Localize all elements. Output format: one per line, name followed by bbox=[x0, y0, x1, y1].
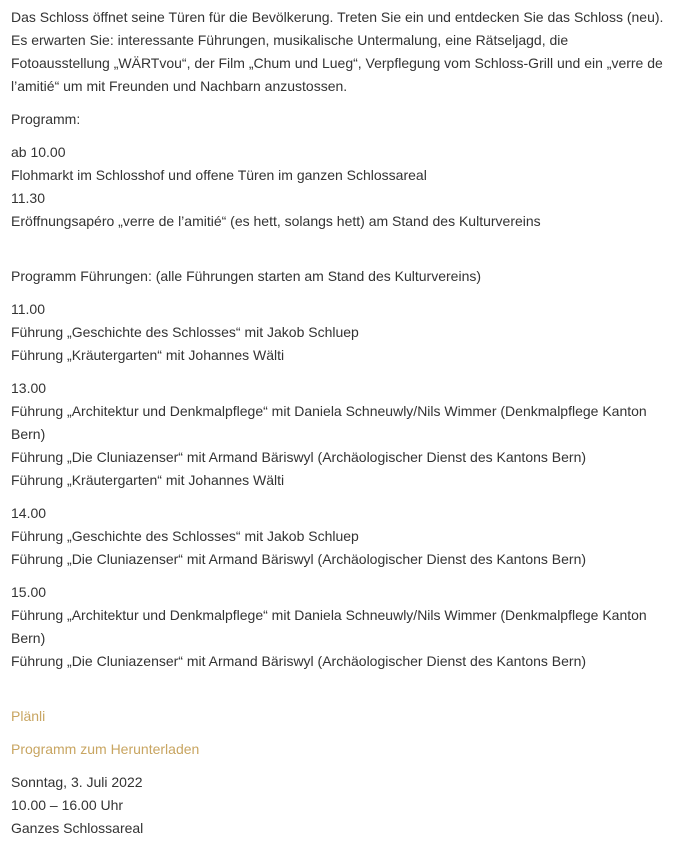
slot-item: Führung „Die Cluniazenser“ mit Armand Bäriswyl (Archäologischer Dienst des Kantons Bern) bbox=[11, 551, 587, 567]
programm-time-1: ab 10.00 bbox=[11, 144, 66, 160]
slot-item: Führung „Geschichte des Schlosses“ mit Jakob Schluep bbox=[11, 324, 359, 340]
slot-item: Führung „Architektur und Denkmalpflege“ mit Daniela Schneuwly/Nils Wimmer (Denkmalpflege Kanton Bern) bbox=[11, 403, 647, 442]
slot-time: 13.00 bbox=[11, 380, 47, 396]
slot-1100 bbox=[11, 298, 668, 367]
slot-1400 bbox=[11, 502, 668, 571]
slot-time: 15.00 bbox=[11, 584, 47, 600]
slot-time: 11.00 bbox=[11, 301, 45, 317]
slot-item: Führung „Die Cluniazenser“ mit Armand Bäriswyl (Archäologischer Dienst des Kantons Bern) bbox=[11, 653, 587, 669]
programm-item-1: Flohmarkt im Schlosshof und offene Türen im ganzen Schlossareal bbox=[11, 167, 427, 183]
intro-paragraph: Das Schloss öffnet seine Türen für die Bevölkerung. Treten Sie ein und entdecken Sie das Schloss (neu). Es erwarten Sie: interessante Führungen, musikalische Untermalung, eine Rätseljagd, die Fotoausstellung „WÄRTvou“, der Film „Chum und Lueg“, Verpflegung vom Schloss-Grill und ein „verre de l’amitié“ um mit Freunden und Nachbarn anzustossen. bbox=[11, 9, 664, 94]
event-date: Sonntag, 3. Juli 2022 bbox=[11, 774, 143, 790]
slot-1300 bbox=[11, 377, 668, 492]
slot-item: Führung „Kräutergarten“ mit Johannes Wälti bbox=[11, 472, 285, 488]
fuehrungen-heading: Programm Führungen: (alle Führungen starten am Stand des Kulturvereins) bbox=[11, 268, 482, 284]
programm-heading: Programm: bbox=[11, 111, 81, 127]
slot-item: Führung „Die Cluniazenser“ mit Armand Bäriswyl (Archäologischer Dienst des Kantons Bern) bbox=[11, 449, 587, 465]
programm-time-2: 11.30 bbox=[11, 190, 45, 206]
event-time: 10.00 – 16.00 Uhr bbox=[11, 797, 124, 813]
download-programm-link[interactable]: Programm zum Herunterladen bbox=[11, 741, 200, 757]
slot-item: Führung „Architektur und Denkmalpflege“ mit Daniela Schneuwly/Nils Wimmer (Denkmalpflege Kanton Bern) bbox=[11, 607, 647, 646]
spacer bbox=[11, 683, 668, 705]
spacer bbox=[11, 243, 668, 265]
event-details bbox=[11, 771, 668, 840]
slot-item: Führung „Geschichte des Schlosses“ mit Jakob Schluep bbox=[11, 528, 359, 544]
slot-time: 14.00 bbox=[11, 505, 47, 521]
programm-item-2: Eröffnungsapéro „verre de l’amitié“ (es hett, solangs hett) am Stand des Kulturvereins bbox=[11, 213, 541, 229]
slot-item: Führung „Kräutergarten“ mit Johannes Wälti bbox=[11, 347, 285, 363]
slot-1500 bbox=[11, 581, 668, 673]
plaenli-link[interactable]: Plänli bbox=[11, 708, 46, 724]
programm-block bbox=[11, 141, 668, 233]
event-place: Ganzes Schlossareal bbox=[11, 820, 144, 836]
